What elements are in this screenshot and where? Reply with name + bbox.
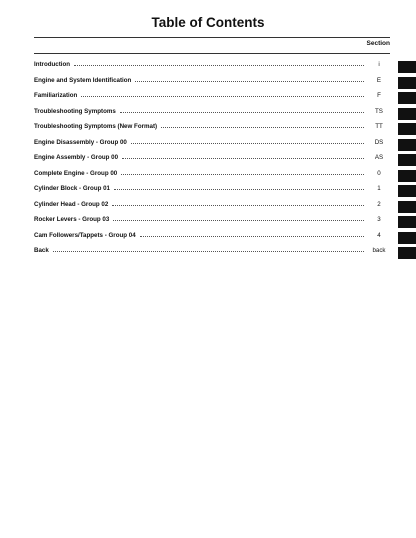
toc-entry-title: Cylinder Block - Group 01 bbox=[34, 185, 110, 192]
toc-entry-cylinder-head[interactable] bbox=[34, 201, 390, 217]
toc-entry-section: AS bbox=[374, 154, 384, 161]
dot-leader bbox=[120, 112, 364, 113]
page-title: Table of Contents bbox=[151, 15, 265, 30]
toc-entry-title: Back bbox=[34, 247, 49, 254]
toc-entry-rocker-levers[interactable] bbox=[34, 216, 390, 232]
toc-entry-section: TT bbox=[375, 123, 383, 130]
toc-entry-troubleshooting-new-format[interactable] bbox=[34, 123, 390, 139]
header-rule-top bbox=[34, 37, 390, 38]
toc-entry-title: Complete Engine - Group 00 bbox=[34, 169, 118, 177]
dot-leader bbox=[122, 158, 364, 159]
section-tab-engine-disassembly[interactable] bbox=[398, 139, 416, 151]
toc-entry-title: Troubleshooting Symptoms bbox=[34, 107, 116, 115]
section-tab-introduction[interactable] bbox=[398, 61, 416, 73]
toc-entry-title: Cylinder Head - Group 02 bbox=[34, 200, 109, 208]
dot-leader bbox=[81, 96, 364, 97]
toc-entry-title: Troubleshooting Symptoms (New Format) bbox=[34, 123, 158, 130]
dot-leader bbox=[112, 205, 364, 206]
toc-entry-complete-engine[interactable] bbox=[34, 170, 390, 186]
toc-entry-title: Rocker Levers - Group 03 bbox=[34, 216, 110, 223]
section-tab-rocker-levers[interactable] bbox=[398, 216, 416, 228]
toc-entry-section: back bbox=[372, 247, 386, 254]
toc-entry-familiarization[interactable] bbox=[34, 92, 390, 108]
toc-list bbox=[34, 61, 390, 263]
toc-entry-introduction[interactable] bbox=[34, 61, 390, 77]
toc-entry-troubleshooting-symptoms[interactable] bbox=[34, 108, 390, 124]
toc-entry-engine-assembly[interactable] bbox=[34, 154, 390, 170]
section-column-header: Section bbox=[366, 40, 390, 47]
dot-leader bbox=[131, 143, 364, 144]
toc-entry-section: 4 bbox=[377, 231, 381, 239]
toc-entry-title: Engine and System Identification bbox=[34, 76, 132, 84]
section-tab-cam-followers[interactable] bbox=[398, 232, 416, 244]
dot-leader bbox=[161, 127, 364, 128]
toc-entry-section: 2 bbox=[377, 200, 381, 208]
section-tab-troubleshooting-new-format[interactable] bbox=[398, 123, 416, 135]
dot-leader bbox=[135, 81, 364, 82]
toc-entry-section: 1 bbox=[377, 185, 381, 192]
toc-entry-section: TS bbox=[375, 107, 383, 115]
dot-leader bbox=[140, 236, 364, 237]
dot-leader bbox=[53, 251, 364, 252]
toc-entry-title: Engine Disassembly - Group 00 bbox=[34, 138, 127, 146]
dot-leader bbox=[114, 189, 364, 190]
section-tab-back[interactable] bbox=[398, 247, 416, 259]
dot-leader bbox=[113, 220, 364, 221]
toc-entry-section: F bbox=[377, 92, 381, 99]
toc-entry-back[interactable] bbox=[34, 247, 390, 263]
header-rule-bottom bbox=[34, 53, 390, 54]
section-tab-complete-engine[interactable] bbox=[398, 170, 416, 182]
toc-entry-section: DS bbox=[374, 138, 384, 146]
toc-entry-section: E bbox=[376, 76, 382, 84]
toc-entry-cam-followers[interactable] bbox=[34, 232, 390, 248]
toc-entry-section: 3 bbox=[377, 216, 381, 223]
section-tab-familiarization[interactable] bbox=[398, 92, 416, 104]
toc-entry-title: Familiarization bbox=[34, 92, 78, 99]
dot-leader bbox=[74, 65, 364, 66]
section-tab-troubleshooting-symptoms[interactable] bbox=[398, 108, 416, 120]
toc-entry-cylinder-block[interactable] bbox=[34, 185, 390, 201]
section-tab-engine-assembly[interactable] bbox=[398, 154, 416, 166]
toc-entry-engine-identification[interactable] bbox=[34, 77, 390, 93]
section-tab-engine-identification[interactable] bbox=[398, 77, 416, 89]
toc-entry-title: Cam Followers/Tappets - Group 04 bbox=[34, 231, 136, 239]
dot-leader bbox=[121, 174, 364, 175]
toc-entry-title: Introduction bbox=[34, 61, 71, 68]
section-tab-cylinder-head[interactable] bbox=[398, 201, 416, 213]
section-tab-cylinder-block[interactable] bbox=[398, 185, 416, 197]
toc-entry-engine-disassembly[interactable] bbox=[34, 139, 390, 155]
toc-entry-section: 0 bbox=[377, 169, 381, 177]
toc-entry-section: i bbox=[378, 61, 380, 68]
toc-entry-title: Engine Assembly - Group 00 bbox=[34, 154, 119, 161]
